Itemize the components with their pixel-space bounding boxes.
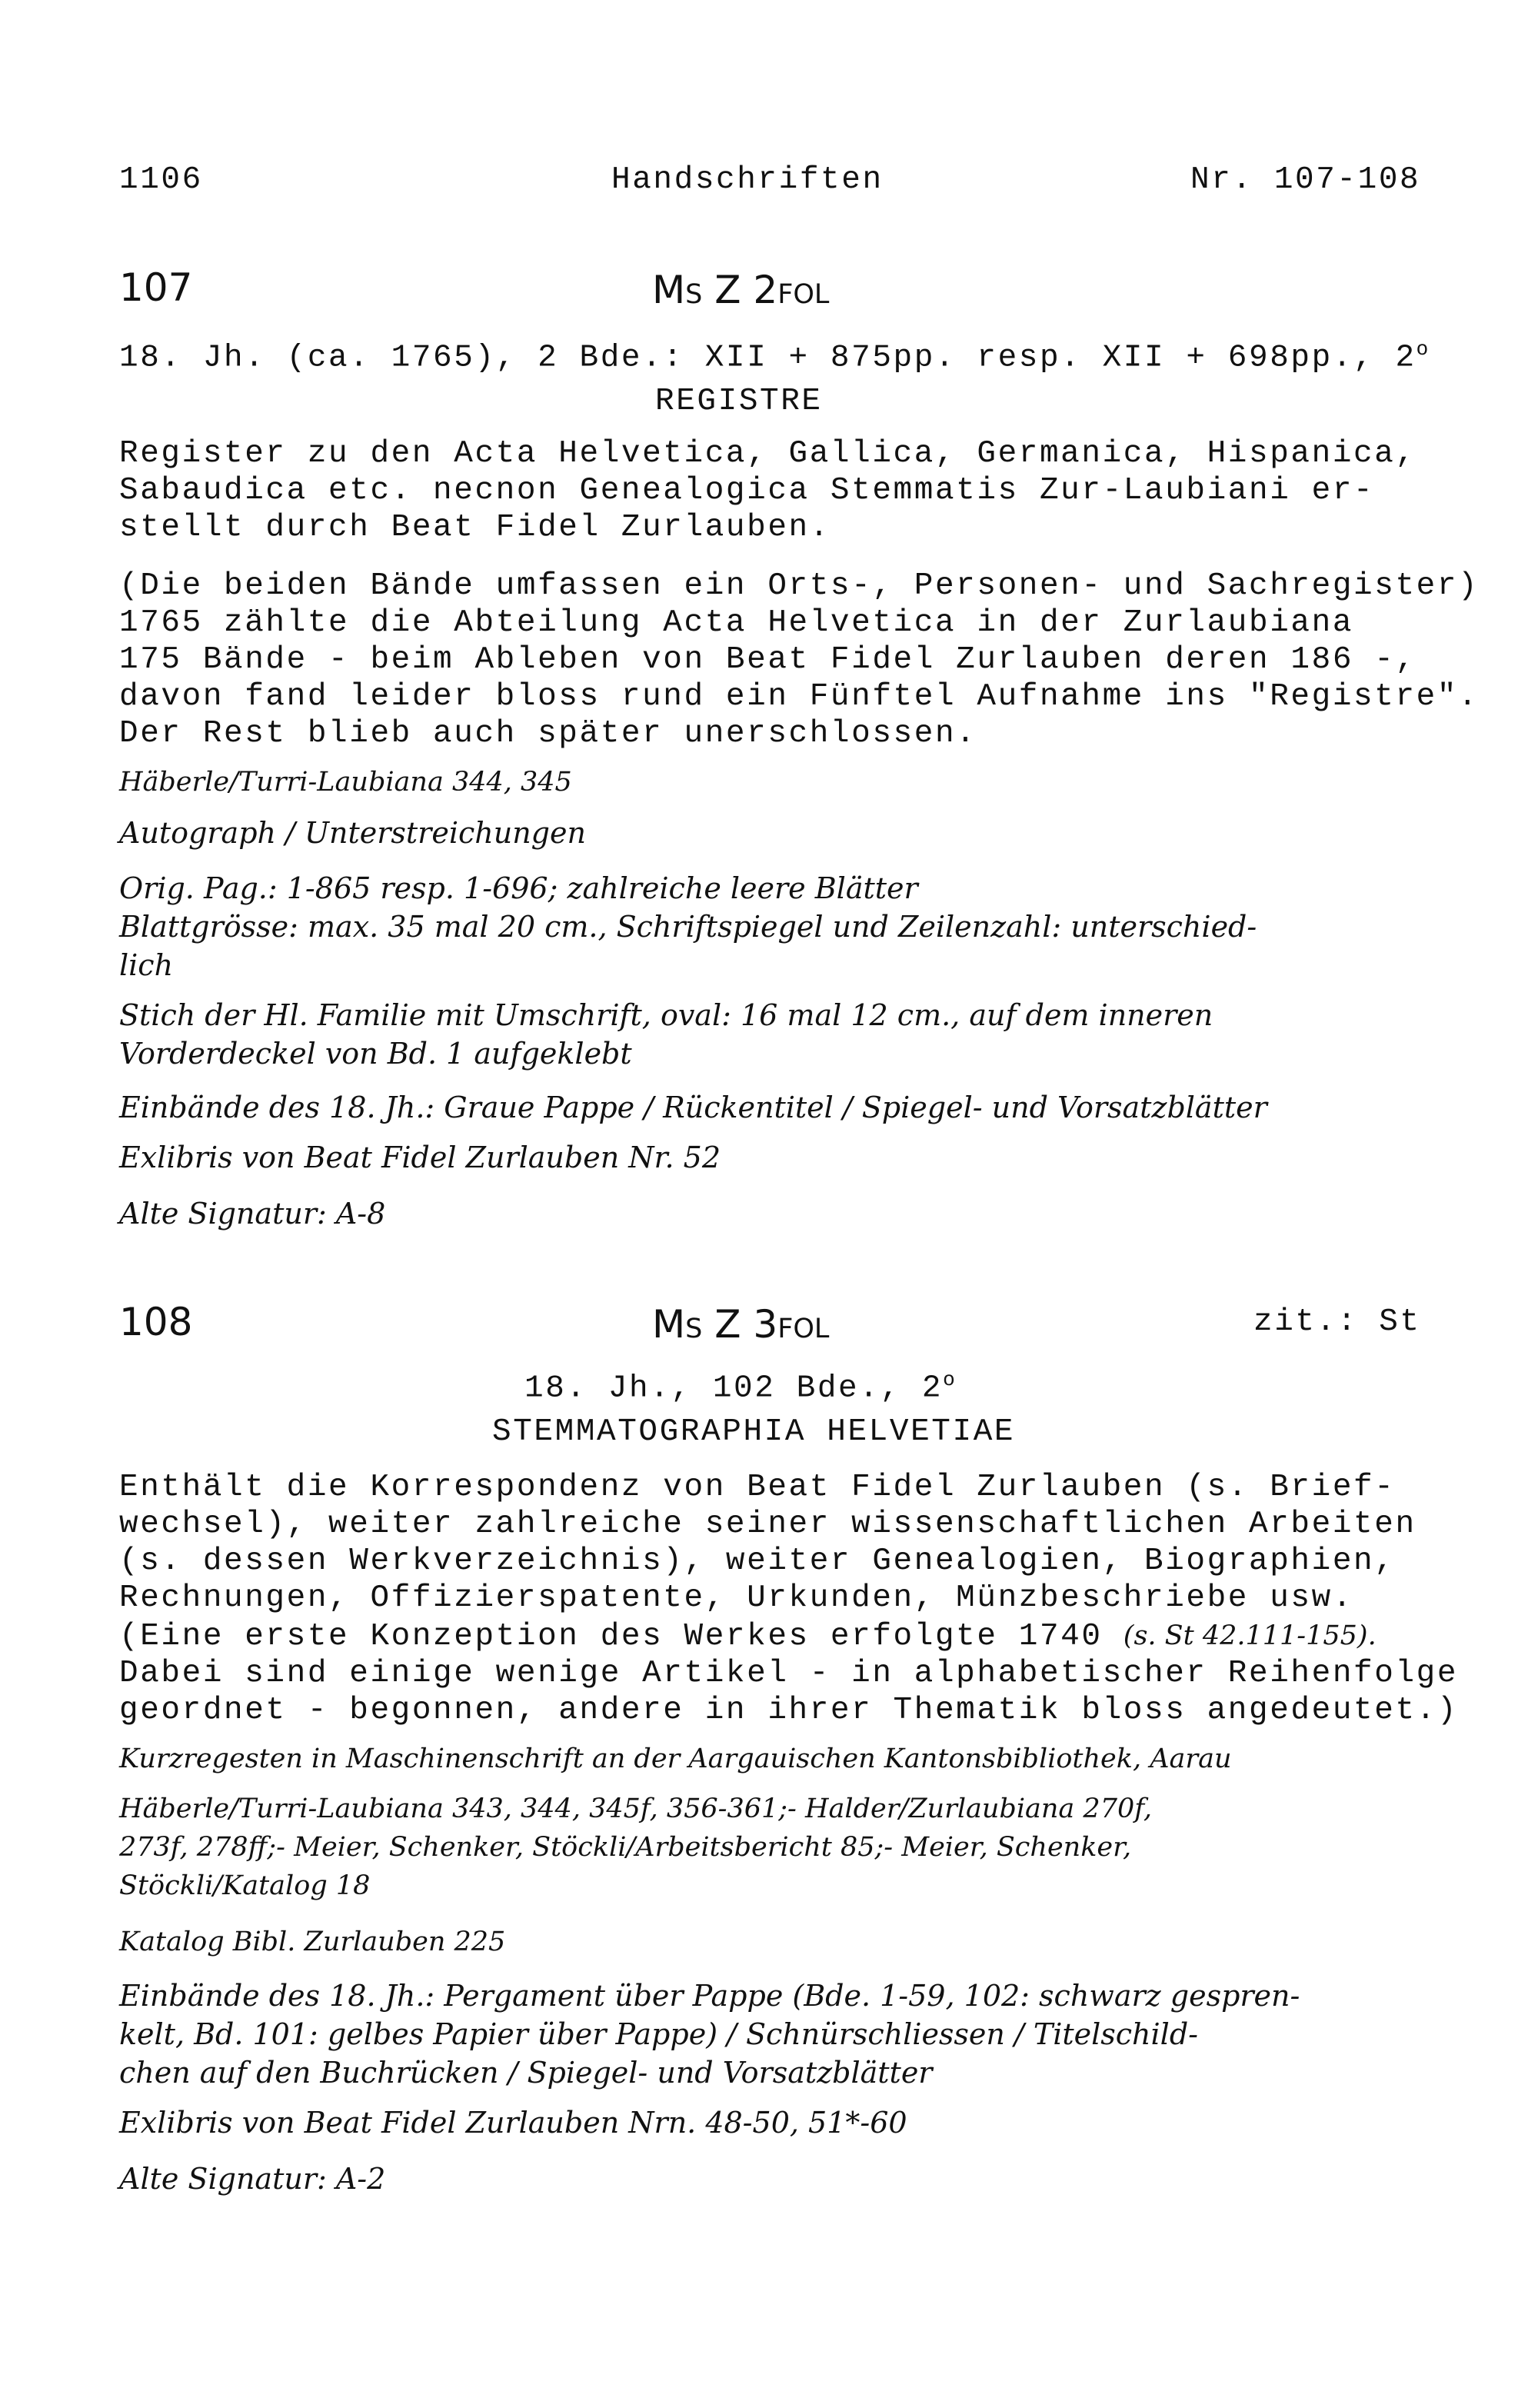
description-line: Enthält die Korrespondenz von Beat Fidel Zurlauben (s. Brief- xyxy=(119,1470,1396,1505)
description-line: wechsel), weiter zahlreiche seiner wissenschaftlichen Arbeiten xyxy=(119,1507,1416,1542)
note-line: Dabei sind einige wenige Artikel - in alphabetischer Reihenfolge xyxy=(119,1656,1459,1691)
exlibris-107: Exlibris von Beat Fidel Zurlauben Nr. 52 xyxy=(119,1141,721,1174)
date-line-107 xyxy=(119,331,1430,377)
entry-range: Nr. 107-108 xyxy=(1190,162,1421,198)
literature-107: Häberle/Turri-Laubiana 344, 345 xyxy=(119,767,572,798)
engraving-line: Vorderdeckel von Bd. 1 aufgeklebt xyxy=(119,1037,632,1071)
old-signature-107: Alte Signatur: A-8 xyxy=(119,1197,386,1231)
description-line: Register zu den Acta Helvetica, Gallica, Germanica, Hispanica, xyxy=(119,436,1416,471)
note-citation: (s. St 42.111-155). xyxy=(1123,1620,1377,1651)
date-text-108: 18. Jh., 102 Bde., 2 xyxy=(524,1371,944,1407)
pagination-107 xyxy=(119,869,1257,984)
binding-line: kelt, Bd. 101: gelbes Papier über Pappe) / Schnürschliessen / Titelschild- xyxy=(119,2017,1198,2051)
literature-line: 273f, 278ff;- Meier, Schenker, Stöckli/Arbeitsbericht 85;- Meier, Schenker, xyxy=(119,1832,1132,1863)
binding-line: Einbände des 18. Jh.: Pergament über Pappe (Bde. 1-59, 102: schwarz gespren- xyxy=(119,1979,1300,2013)
description-line: (s. dessen Werkverzeichnis), weiter Genealogien, Biographien, xyxy=(119,1544,1396,1579)
entry-number-107: 107 xyxy=(119,265,193,310)
note-line: geordnet - begonnen, andere in ihrer Thematik bloss angedeutet.) xyxy=(119,1693,1459,1728)
shelfmark-108: Ms Z 3fol xyxy=(652,1302,830,1347)
note-107 xyxy=(119,568,1479,752)
pagination-line: Orig. Pag.: 1-865 resp. 1-696; zahlreiche leere Blätter xyxy=(119,871,918,905)
engraving-107 xyxy=(119,996,1213,1073)
entry-number-108: 108 xyxy=(119,1300,193,1344)
note-line: 175 Bände - beim Ableben von Beat Fidel Zurlauben deren 186 -, xyxy=(119,642,1416,678)
description-line: Sabaudica etc. necnon Genealogica Stemmatis Zur-Laubiani er- xyxy=(119,473,1375,508)
date-text-107: 18. Jh. (ca. 1765), 2 Bde.: XII + 875pp. resp. XII + 698pp., 2 xyxy=(119,340,1416,376)
format-sup-107: o xyxy=(1416,338,1430,361)
title-107: REGISTRE xyxy=(655,384,823,419)
binding-108 xyxy=(119,1977,1300,2092)
pagination-line: lich xyxy=(119,948,174,982)
regesten-108: Kurzregesten in Maschinenschrift an der Aargauischen Kantonsbibliothek, Aarau xyxy=(119,1744,1232,1774)
description-line: stellt durch Beat Fidel Zurlauben. xyxy=(119,510,831,545)
note-line: (Die beiden Bände umfassen ein Orts-, Personen- und Sachregister) xyxy=(119,568,1480,604)
description-107 xyxy=(119,435,1416,546)
pagination-line: Blattgrösse: max. 35 mal 20 cm., Schriftspiegel und Zeilenzahl: unterschied- xyxy=(119,910,1257,944)
page-number: 1106 xyxy=(119,162,203,198)
autograph-107: Autograph / Unterstreichungen xyxy=(119,816,586,850)
description-108 xyxy=(119,1469,1458,1729)
catalog-108: Katalog Bibl. Zurlauben 225 xyxy=(119,1927,506,1957)
shelfmark-107: Ms Z 2fol xyxy=(652,268,830,312)
note-line: Der Rest blieb auch später unerschlossen. xyxy=(119,716,977,751)
literature-line: Häberle/Turri-Laubiana 343, 344, 345f, 356-361;- Halder/Zurlaubiana 270f, xyxy=(119,1794,1153,1824)
description-line: Rechnungen, Offizierspatente, Urkunden, Münzbeschriebe usw. xyxy=(119,1580,1354,1616)
cited-108: zit.: St xyxy=(1253,1304,1421,1340)
exlibris-108: Exlibris von Beat Fidel Zurlauben Nrn. 48-50, 51*-60 xyxy=(119,2106,907,2140)
note-line: 1765 zählte die Abteilung Acta Helvetica in der Zurlaubiana xyxy=(119,605,1354,641)
title-108: STEMMATOGRAPHIA HELVETIAE xyxy=(492,1414,1016,1450)
literature-line: Stöckli/Katalog 18 xyxy=(119,1870,371,1901)
old-signature-108: Alte Signatur: A-2 xyxy=(119,2162,386,2196)
date-line-108 xyxy=(524,1361,957,1407)
running-title: Handschriften xyxy=(611,162,884,198)
note-first-text: (Eine erste Konzeption des Werkes erfolgte 1740 xyxy=(119,1619,1124,1654)
note-line: davon fand leider bloss rund ein Fünftel Aufnahme ins "Registre". xyxy=(119,679,1480,714)
binding-line: chen auf den Buchrücken / Spiegel- und Vorsatzblätter xyxy=(119,2056,933,2090)
note-line-first xyxy=(119,1617,1458,1655)
literature-108 xyxy=(119,1790,1152,1905)
engraving-line: Stich der Hl. Familie mit Umschrift, oval: 16 mal 12 cm., auf dem inneren xyxy=(119,998,1213,1032)
binding-107: Einbände des 18. Jh.: Graue Pappe / Rückentitel / Spiegel- und Vorsatzblätter xyxy=(119,1091,1267,1124)
format-sup-108: o xyxy=(943,1368,957,1391)
